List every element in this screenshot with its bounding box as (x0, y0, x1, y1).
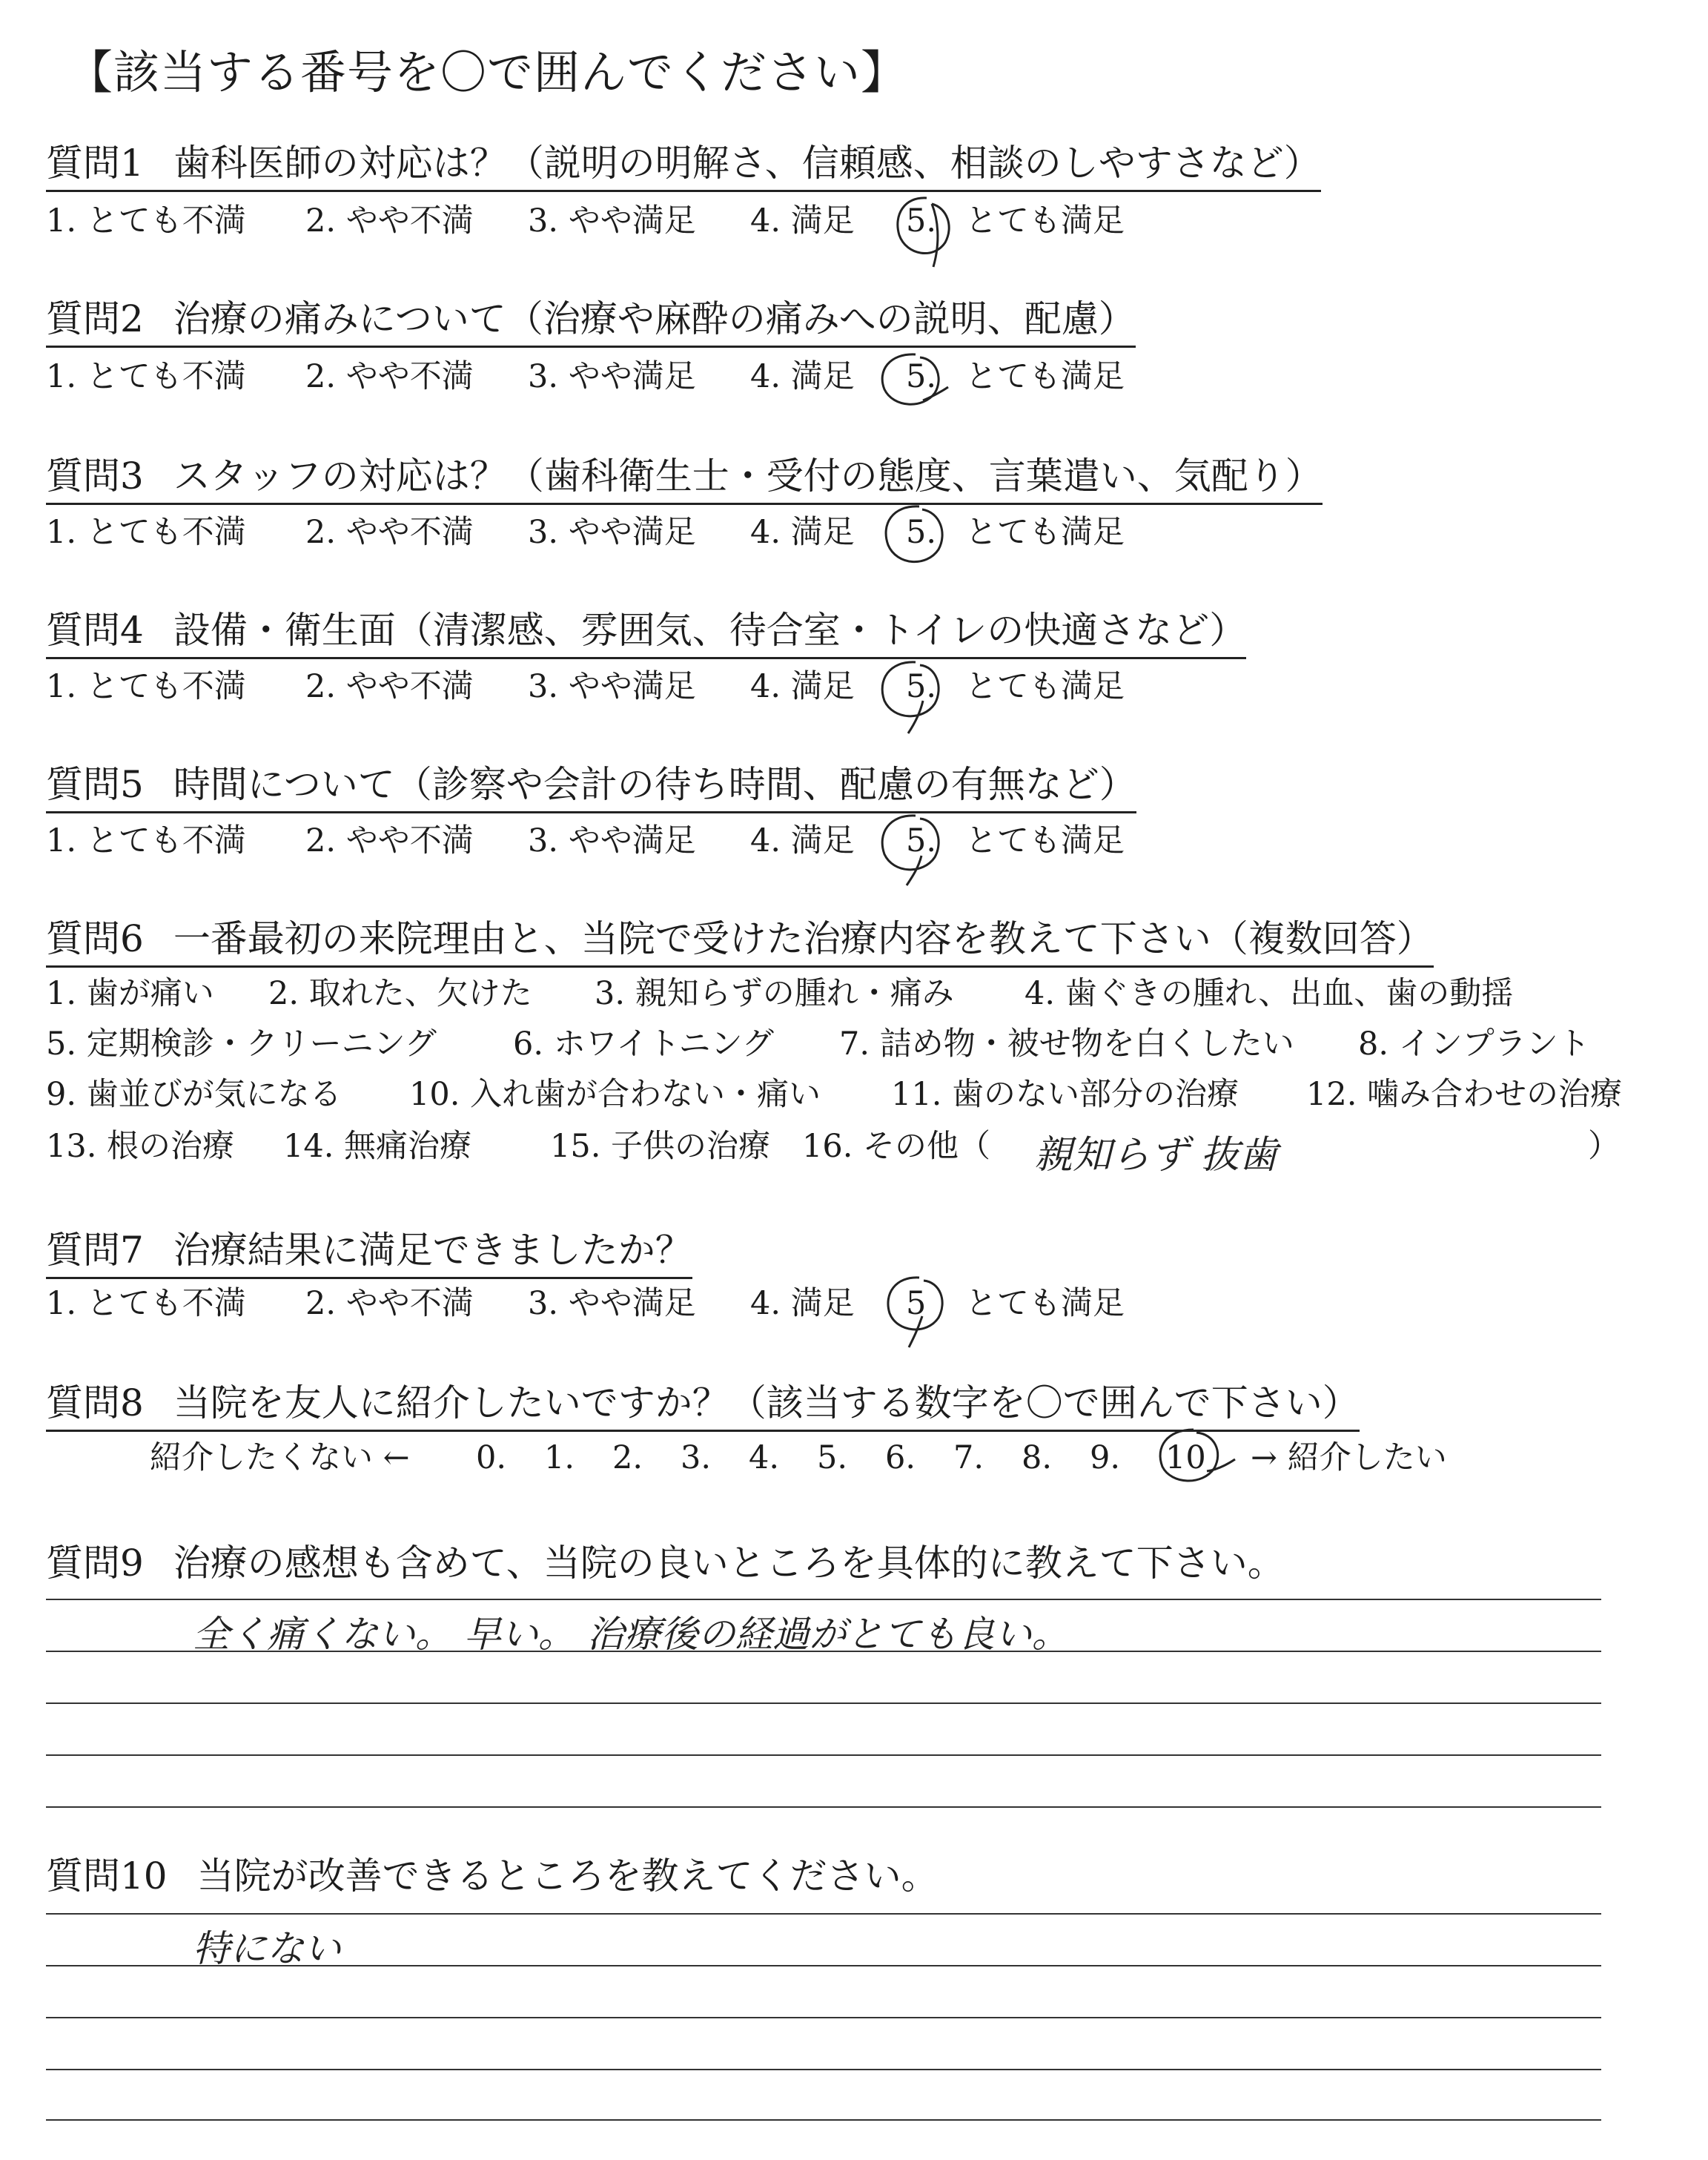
q3-option-2[interactable]: 2. やや不満 (305, 514, 474, 551)
question-1-text: 歯科医師の対応は？（説明の明解さ、信頼感、相談のしやすさなど） (173, 142, 1321, 185)
question-8-label: 質問8 (46, 1381, 144, 1424)
q6-option-11[interactable]: 11. 歯のない部分の治療 (891, 1076, 1239, 1113)
question-10-text: 当院が改善できるところを教えてください。 (196, 1855, 939, 1898)
q7-option-5[interactable]: 5 (906, 1285, 927, 1322)
q7-option-1[interactable]: 1. とても不満 (46, 1285, 246, 1322)
page-title: 【該当する番号を〇で囲んでください】 (67, 45, 908, 99)
q6-option-7[interactable]: 7. 詰め物・被せ物を白くしたい (839, 1025, 1294, 1063)
question-6 (46, 916, 1434, 968)
q7-option-2[interactable]: 2. やや不満 (305, 1285, 474, 1322)
q4-option-3[interactable]: 3. やや満足 (528, 668, 696, 705)
q7-option-4[interactable]: 4. 満足 (750, 1285, 855, 1322)
question-9-label: 質問9 (46, 1542, 144, 1585)
q7-option-5-label: とても満足 (965, 1285, 1125, 1322)
q3-option-5[interactable]: 5. (906, 514, 937, 551)
q6-option-1[interactable]: 1. 歯が痛い (46, 975, 214, 1012)
q5-option-4[interactable]: 4. 満足 (750, 822, 855, 859)
q4-option-1[interactable]: 1. とても不満 (46, 668, 246, 705)
q5-option-2[interactable]: 2. やや不満 (305, 822, 474, 859)
q2-option-3[interactable]: 3. やや満足 (528, 358, 696, 395)
q8-score-5[interactable]: 5. (817, 1439, 848, 1476)
q1-option-1[interactable]: 1. とても不満 (46, 202, 246, 240)
q8-left-label: 紹介したくない ← (150, 1439, 410, 1476)
question-4 (46, 608, 1246, 659)
q1-option-5[interactable]: 5. (906, 202, 937, 240)
q6-option-10[interactable]: 10. 入れ歯が合わない・痛い (409, 1076, 821, 1113)
q10-answer-line-4 (46, 2069, 1601, 2070)
q5-option-1[interactable]: 1. とても不満 (46, 822, 246, 859)
q5-option-5-label: とても満足 (965, 822, 1125, 859)
question-9 (46, 1541, 1285, 1585)
q6-other-close-paren: ） (1588, 1128, 1620, 1165)
q6-option-2[interactable]: 2. 取れた、欠けた (268, 975, 532, 1012)
question-9-text: 治療の感想も含めて、当院の良いところを具体的に教えて下さい。 (173, 1542, 1285, 1585)
q3-option-5-label: とても満足 (965, 514, 1125, 551)
q6-option-4[interactable]: 4. 歯ぐきの腫れ、出血、歯の動揺 (1025, 975, 1514, 1012)
q6-option-14[interactable]: 14. 無痛治療 (283, 1128, 472, 1165)
q2-selected-circle (871, 349, 960, 415)
q3-selected-circle (873, 501, 962, 575)
question-10 (46, 1854, 939, 1898)
question-5 (46, 762, 1136, 813)
q8-score-6[interactable]: 6. (885, 1439, 916, 1476)
q4-option-2[interactable]: 2. やや不満 (305, 668, 474, 705)
q6-option-5[interactable]: 5. 定期検診・クリーニング (46, 1025, 437, 1063)
q5-option-5[interactable]: 5. (906, 822, 937, 859)
question-1-label: 質問1 (46, 142, 144, 185)
question-4-text: 設備・衛生面（清潔感、雰囲気、待合室・トイレの快適さなど） (173, 609, 1247, 652)
q10-handwritten-answer[interactable]: 特にない (193, 1927, 341, 1970)
q6-option-6[interactable]: 6. ホワイトニング (513, 1025, 774, 1063)
question-7 (46, 1228, 692, 1279)
q4-option-4[interactable]: 4. 満足 (750, 668, 855, 705)
q8-score-3[interactable]: 3. (681, 1439, 712, 1476)
question-4-label: 質問4 (46, 609, 144, 652)
q10-answer-line-1 (46, 1913, 1601, 1915)
q9-answer-line-4 (46, 1754, 1601, 1756)
question-7-text: 治療結果に満足できましたか？ (173, 1229, 692, 1272)
q4-selected-circle (871, 656, 960, 738)
question-8-text: 当院を友人に紹介したいですか？（該当する数字を〇で囲んで下さい） (173, 1381, 1360, 1424)
q2-option-5[interactable]: 5. (906, 358, 937, 395)
q5-selected-circle (871, 810, 960, 891)
question-6-label: 質問6 (46, 917, 144, 960)
q7-selected-circle (875, 1272, 964, 1353)
q3-option-4[interactable]: 4. 満足 (750, 514, 855, 551)
q4-option-5-label: とても満足 (965, 668, 1125, 705)
q6-option-15[interactable]: 15. 子供の治療 (550, 1128, 771, 1165)
q10-answer-line-5 (46, 2119, 1601, 2121)
q8-score-0[interactable]: 0. (476, 1439, 507, 1476)
q8-score-8[interactable]: 8. (1022, 1439, 1053, 1476)
q8-right-label: → 紹介したい (1251, 1439, 1447, 1476)
q6-option-3[interactable]: 3. 親知らずの腫れ・痛み (595, 975, 954, 1012)
q2-option-5-label: とても満足 (965, 358, 1125, 395)
question-10-label: 質問10 (46, 1855, 168, 1898)
q2-option-4[interactable]: 4. 満足 (750, 358, 855, 395)
q3-option-3[interactable]: 3. やや満足 (528, 514, 696, 551)
q9-answer-line-1 (46, 1599, 1601, 1600)
question-3 (46, 454, 1323, 505)
q1-option-3[interactable]: 3. やや満足 (528, 202, 696, 240)
q1-option-4[interactable]: 4. 満足 (750, 202, 855, 240)
question-5-text: 時間について（診察や会計の待ち時間、配慮の有無など） (173, 763, 1136, 806)
q6-option-12[interactable]: 12. 噛み合わせの治療 (1306, 1076, 1623, 1113)
q10-answer-line-2 (46, 1965, 1601, 1966)
q4-option-5[interactable]: 5. (906, 668, 937, 705)
q8-score-4[interactable]: 4. (749, 1439, 780, 1476)
q6-option-13[interactable]: 13. 根の治療 (46, 1128, 235, 1165)
q1-option-2[interactable]: 2. やや不満 (305, 202, 474, 240)
question-2 (46, 297, 1136, 348)
question-2-label: 質問2 (46, 297, 144, 340)
question-2-text: 治療の痛みについて（治療や麻酔の痛みへの説明、配慮） (173, 297, 1136, 340)
q10-answer-line-3 (46, 2017, 1601, 2018)
q1-selected-circle (886, 189, 967, 274)
q9-handwritten-answer[interactable]: 全く痛くない。 早い。 治療後の経過がとても良い。 (193, 1613, 1069, 1656)
q8-score-1[interactable]: 1. (544, 1439, 575, 1476)
q6-option-16[interactable]: 16. その他（ (802, 1128, 991, 1165)
q7-option-3[interactable]: 3. やや満足 (528, 1285, 696, 1322)
q9-answer-line-2 (46, 1651, 1601, 1652)
q8-score-7[interactable]: 7. (953, 1439, 984, 1476)
q2-option-1[interactable]: 1. とても不満 (46, 358, 246, 395)
q8-score-10[interactable]: 10 (1165, 1439, 1206, 1476)
question-3-text: スタッフの対応は？（歯科衛生士・受付の態度、言葉遣い、気配り） (173, 455, 1323, 498)
question-1 (46, 141, 1321, 192)
q2-option-2[interactable]: 2. やや不満 (305, 358, 474, 395)
question-6-text: 一番最初の来院理由と、当院で受けた治療内容を教えて下さい（複数回答） (173, 917, 1434, 960)
q8-score-9[interactable]: 9. (1090, 1439, 1121, 1476)
q6-option-9[interactable]: 9. 歯並びが気になる (46, 1076, 342, 1113)
q6-other-handwritten-answer[interactable]: 親知らず 抜歯 (1034, 1133, 1278, 1178)
question-5-label: 質問5 (46, 763, 144, 806)
q8-selected-circle (1149, 1424, 1245, 1505)
q8-score-2[interactable]: 2. (612, 1439, 643, 1476)
q5-option-3[interactable]: 3. やや満足 (528, 822, 696, 859)
q6-option-8[interactable]: 8. インプラント (1358, 1025, 1590, 1063)
q3-option-1[interactable]: 1. とても不満 (46, 514, 246, 551)
q9-answer-line-3 (46, 1702, 1601, 1704)
q1-option-5-label: とても満足 (965, 202, 1125, 240)
question-7-label: 質問7 (46, 1229, 144, 1272)
q9-answer-line-5 (46, 1806, 1601, 1808)
question-3-label: 質問3 (46, 455, 144, 498)
